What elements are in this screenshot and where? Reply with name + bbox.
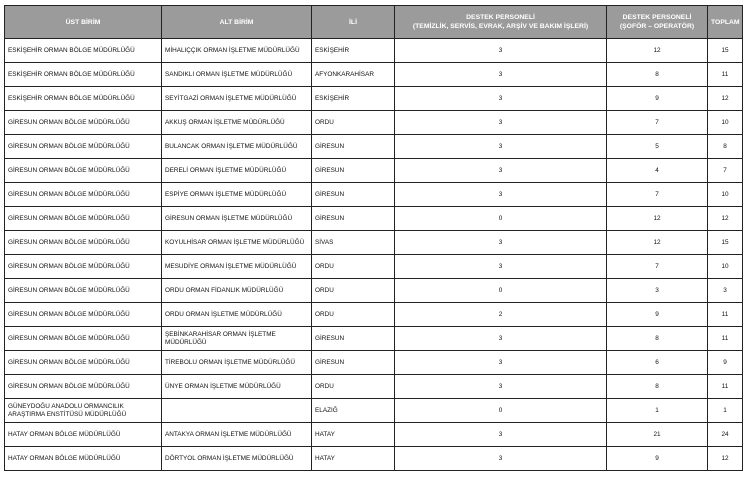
cell-ili: ORDU (312, 279, 395, 303)
cell-ust-birim: GİRESUN ORMAN BÖLGE MÜDÜRLÜĞÜ (5, 111, 162, 135)
cell-ili: ORDU (312, 255, 395, 279)
cell-alt-birim: TİREBOLU ORMAN İŞLETME MÜDÜRLÜĞÜ (162, 351, 312, 375)
cell-ili: GİRESUN (312, 351, 395, 375)
cell-destek-sofor: 8 (607, 327, 708, 351)
cell-alt-birim: MİHALIÇÇIK ORMAN İŞLETME MÜDÜRLÜĞÜ (162, 39, 312, 63)
cell-alt-birim: ŞEBİNKARAHİSAR ORMAN İŞLETME MÜDÜRLÜĞÜ (162, 327, 312, 351)
cell-alt-birim: BULANCAK ORMAN İŞLETME MÜDÜRLÜĞÜ (162, 135, 312, 159)
cell-alt-birim: ESPİYE ORMAN İŞLETME MÜDÜRLÜĞÜ (162, 183, 312, 207)
cell-alt-birim (162, 399, 312, 423)
cell-destek-temizlik: 0 (395, 279, 607, 303)
table-row (5, 87, 743, 111)
cell-ili: ORDU (312, 375, 395, 399)
cell-destek-sofor: 8 (607, 375, 708, 399)
table-row (5, 279, 743, 303)
cell-destek-temizlik: 3 (395, 375, 607, 399)
cell-destek-sofor: 9 (607, 303, 708, 327)
cell-ili: GİRESUN (312, 327, 395, 351)
cell-destek-temizlik: 3 (395, 231, 607, 255)
cell-ust-birim: GİRESUN ORMAN BÖLGE MÜDÜRLÜĞÜ (5, 135, 162, 159)
cell-alt-birim: ORDU ORMAN İŞLETME MÜDÜRLÜĞÜ (162, 303, 312, 327)
cell-destek-temizlik: 3 (395, 87, 607, 111)
cell-ili: SİVAS (312, 231, 395, 255)
cell-alt-birim: ORDU ORMAN FİDANLIK MÜDÜRLÜĞÜ (162, 279, 312, 303)
cell-destek-temizlik: 3 (395, 255, 607, 279)
cell-toplam: 3 (708, 279, 743, 303)
table-row (5, 447, 743, 471)
cell-ust-birim: GİRESUN ORMAN BÖLGE MÜDÜRLÜĞÜ (5, 231, 162, 255)
cell-destek-temizlik: 3 (395, 111, 607, 135)
table-row (5, 111, 743, 135)
cell-destek-sofor: 7 (607, 111, 708, 135)
cell-ili: GİRESUN (312, 183, 395, 207)
header-destek-sofor-line1: DESTEK PERSONELİ (622, 14, 692, 21)
cell-ili: AFYONKARAHİSAR (312, 63, 395, 87)
cell-alt-birim: GİRESUN ORMAN İŞLETME MÜDÜRLÜĞÜ (162, 207, 312, 231)
cell-alt-birim: DÖRTYOL ORMAN İŞLETME MÜDÜRLÜĞÜ (162, 447, 312, 471)
cell-ust-birim: GİRESUN ORMAN BÖLGE MÜDÜRLÜĞÜ (5, 207, 162, 231)
cell-toplam: 12 (708, 207, 743, 231)
cell-toplam: 12 (708, 447, 743, 471)
cell-alt-birim: SEYİTGAZİ ORMAN İŞLETME MÜDÜRLÜĞÜ (162, 87, 312, 111)
header-alt-birim: ALT BİRİM (162, 6, 312, 39)
cell-destek-temizlik: 3 (395, 327, 607, 351)
cell-destek-sofor: 1 (607, 399, 708, 423)
cell-destek-temizlik: 2 (395, 303, 607, 327)
cell-ili: ORDU (312, 111, 395, 135)
table-row (5, 159, 743, 183)
cell-alt-birim: ANTAKYA ORMAN İŞLETME MÜDÜRLÜĞÜ (162, 423, 312, 447)
table-container (4, 5, 743, 471)
cell-ust-birim: GİRESUN ORMAN BÖLGE MÜDÜRLÜĞÜ (5, 279, 162, 303)
header-row (5, 6, 743, 39)
cell-alt-birim: MESUDİYE ORMAN İŞLETME MÜDÜRLÜĞÜ (162, 255, 312, 279)
cell-ust-birim: GİRESUN ORMAN BÖLGE MÜDÜRLÜĞÜ (5, 159, 162, 183)
cell-destek-sofor: 6 (607, 351, 708, 375)
cell-destek-temizlik: 3 (395, 135, 607, 159)
table-row (5, 303, 743, 327)
table-row (5, 135, 743, 159)
cell-destek-sofor: 4 (607, 159, 708, 183)
cell-destek-temizlik: 0 (395, 399, 607, 423)
cell-destek-sofor: 12 (607, 207, 708, 231)
table-row (5, 207, 743, 231)
cell-toplam: 10 (708, 255, 743, 279)
cell-toplam: 15 (708, 231, 743, 255)
table-row (5, 231, 743, 255)
cell-ust-birim: ESKİŞEHİR ORMAN BÖLGE MÜDÜRLÜĞÜ (5, 39, 162, 63)
cell-ili: ESKİŞEHİR (312, 39, 395, 63)
cell-destek-temizlik: 0 (395, 207, 607, 231)
cell-alt-birim: ÜNYE ORMAN İŞLETME MÜDÜRLÜĞÜ (162, 375, 312, 399)
table-row (5, 375, 743, 399)
cell-destek-temizlik: 3 (395, 39, 607, 63)
header-ili: İLİ (312, 6, 395, 39)
cell-destek-sofor: 12 (607, 231, 708, 255)
cell-destek-temizlik: 3 (395, 423, 607, 447)
header-ust-birim: ÜST BİRİM (5, 6, 162, 39)
cell-toplam: 12 (708, 87, 743, 111)
table-row (5, 399, 743, 423)
cell-ili: GİRESUN (312, 207, 395, 231)
cell-ust-birim: HATAY ORMAN BÖLGE MÜDÜRLÜĞÜ (5, 423, 162, 447)
cell-alt-birim: SANDIKLI ORMAN İŞLETME MÜDÜRLÜĞÜ (162, 63, 312, 87)
cell-ili: ELAZIĞ (312, 399, 395, 423)
table-row (5, 327, 743, 351)
cell-toplam: 24 (708, 423, 743, 447)
table-row (5, 255, 743, 279)
cell-alt-birim: DERELİ ORMAN İŞLETME MÜDÜRLÜĞÜ (162, 159, 312, 183)
header-destek-temizlik (395, 6, 607, 39)
cell-destek-sofor: 5 (607, 135, 708, 159)
cell-destek-temizlik: 3 (395, 447, 607, 471)
table-row (5, 63, 743, 87)
cell-ust-birim: GÜNEYDOĞU ANADOLU ORMANCILIK ARAŞTIRMA ENSTİTÜSÜ MÜDÜRLÜĞÜ (5, 399, 162, 423)
cell-ust-birim: GİRESUN ORMAN BÖLGE MÜDÜRLÜĞÜ (5, 375, 162, 399)
cell-alt-birim: KOYULHİSAR ORMAN İŞLETME MÜDÜRLÜĞÜ (162, 231, 312, 255)
cell-ust-birim: GİRESUN ORMAN BÖLGE MÜDÜRLÜĞÜ (5, 255, 162, 279)
cell-ili: GİRESUN (312, 135, 395, 159)
header-destek-temizlik-line2: (TEMİZLİK, SERVİS, EVRAK, ARŞİV VE BAKIM İŞLERİ) (412, 23, 589, 30)
cell-ili: ESKİŞEHİR (312, 87, 395, 111)
cell-ust-birim: ESKİŞEHİR ORMAN BÖLGE MÜDÜRLÜĞÜ (5, 63, 162, 87)
cell-ili: ORDU (312, 303, 395, 327)
cell-toplam: 7 (708, 159, 743, 183)
cell-ust-birim: GİRESUN ORMAN BÖLGE MÜDÜRLÜĞÜ (5, 351, 162, 375)
table-row (5, 183, 743, 207)
cell-destek-temizlik: 3 (395, 63, 607, 87)
table-row (5, 39, 743, 63)
cell-destek-sofor: 8 (607, 63, 708, 87)
cell-toplam: 11 (708, 63, 743, 87)
cell-destek-sofor: 7 (607, 255, 708, 279)
cell-toplam: 11 (708, 303, 743, 327)
cell-toplam: 11 (708, 375, 743, 399)
cell-ust-birim: GİRESUN ORMAN BÖLGE MÜDÜRLÜĞÜ (5, 327, 162, 351)
cell-ust-birim: ESKİŞEHİR ORMAN BÖLGE MÜDÜRLÜĞÜ (5, 87, 162, 111)
header-destek-sofor (607, 6, 708, 39)
header-destek-sofor-line2: (ŞOFÖR – OPERATÖR) (619, 23, 695, 30)
cell-destek-sofor: 9 (607, 87, 708, 111)
cell-toplam: 10 (708, 111, 743, 135)
cell-destek-sofor: 9 (607, 447, 708, 471)
cell-toplam: 10 (708, 183, 743, 207)
cell-toplam: 11 (708, 327, 743, 351)
cell-toplam: 15 (708, 39, 743, 63)
cell-ust-birim: HATAY ORMAN BÖLGE MÜDÜRLÜĞÜ (5, 447, 162, 471)
cell-alt-birim: AKKUŞ ORMAN İŞLETME MÜDÜRLÜĞÜ (162, 111, 312, 135)
cell-ust-birim: GİRESUN ORMAN BÖLGE MÜDÜRLÜĞÜ (5, 303, 162, 327)
cell-toplam: 9 (708, 351, 743, 375)
cell-destek-sofor: 3 (607, 279, 708, 303)
table-body (5, 39, 743, 471)
cell-destek-sofor: 21 (607, 423, 708, 447)
cell-ili: HATAY (312, 447, 395, 471)
table-row (5, 423, 743, 447)
cell-ust-birim: GİRESUN ORMAN BÖLGE MÜDÜRLÜĞÜ (5, 183, 162, 207)
cell-ili: GİRESUN (312, 159, 395, 183)
cell-toplam: 1 (708, 399, 743, 423)
cell-destek-sofor: 7 (607, 183, 708, 207)
table-row (5, 351, 743, 375)
cell-ili: HATAY (312, 423, 395, 447)
cell-destek-temizlik: 3 (395, 183, 607, 207)
cell-destek-temizlik: 3 (395, 159, 607, 183)
cell-destek-temizlik: 3 (395, 351, 607, 375)
header-toplam: TOPLAM (708, 6, 743, 39)
personnel-table (4, 5, 743, 471)
header-destek-temizlik-line1: DESTEK PERSONELİ (466, 14, 535, 21)
cell-toplam: 8 (708, 135, 743, 159)
cell-destek-sofor: 12 (607, 39, 708, 63)
